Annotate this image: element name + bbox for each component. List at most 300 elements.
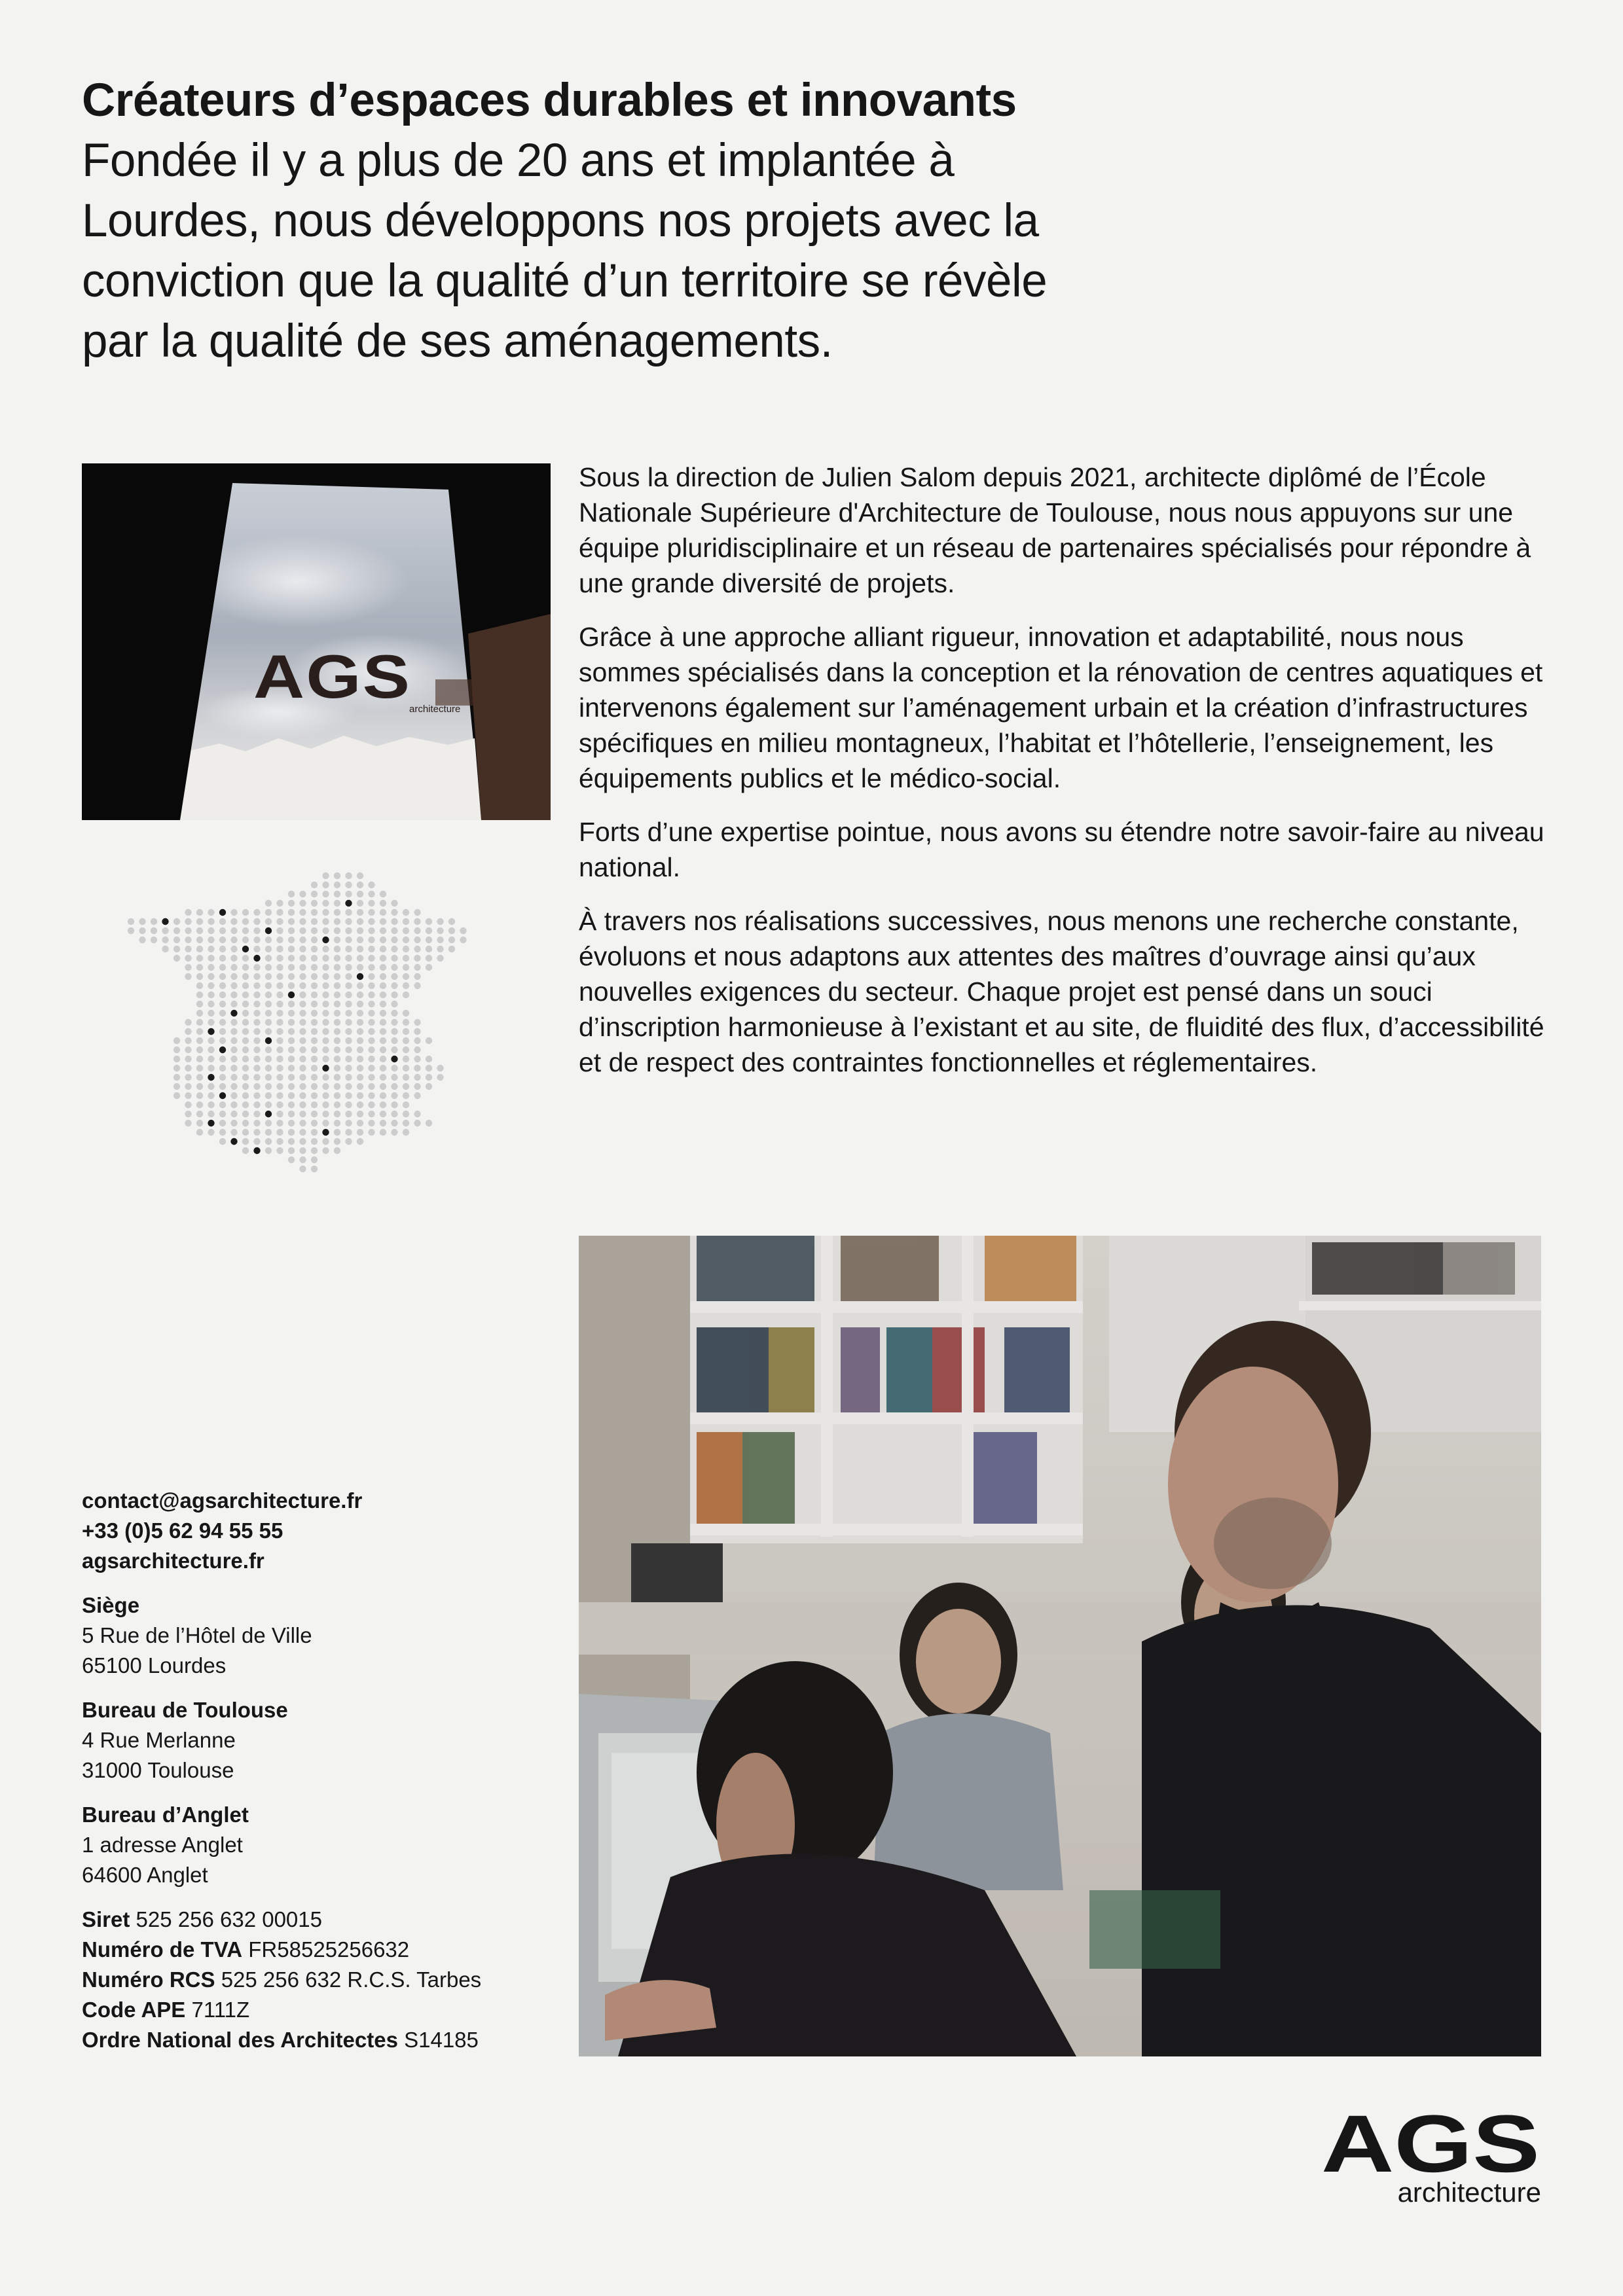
map-dot xyxy=(380,927,386,934)
contact-email[interactable]: contact@agsarchitecture.fr xyxy=(82,1488,363,1513)
map-dot xyxy=(253,1019,260,1026)
map-dot xyxy=(219,973,226,980)
map-dot xyxy=(414,1092,420,1099)
map-dot xyxy=(196,964,203,971)
map-dot xyxy=(414,1047,420,1053)
map-dot xyxy=(357,1120,363,1126)
project-marker-dot xyxy=(208,1074,214,1081)
map-dot xyxy=(322,872,329,879)
map-dot xyxy=(265,1010,272,1016)
map-dot xyxy=(288,946,295,952)
office-city: 64600 Anglet xyxy=(82,1863,208,1887)
legal-value: 525 256 632 R.C.S. Tarbes xyxy=(221,1967,482,1992)
map-dot xyxy=(322,918,329,925)
map-dot xyxy=(299,1028,306,1035)
map-dot xyxy=(253,1120,260,1126)
map-dot xyxy=(311,1111,318,1117)
map-dot xyxy=(162,937,168,943)
map-dot xyxy=(299,982,306,989)
map-dot xyxy=(334,946,340,952)
map-dot xyxy=(380,900,386,906)
map-dot xyxy=(322,1120,329,1126)
map-dot xyxy=(299,1111,306,1117)
map-dot xyxy=(368,1065,374,1071)
map-dot xyxy=(265,1083,272,1090)
map-dot xyxy=(437,1074,443,1081)
map-dot xyxy=(460,937,466,943)
map-dot xyxy=(368,1083,374,1090)
map-dot xyxy=(299,964,306,971)
map-dot xyxy=(426,1065,432,1071)
project-marker-dot xyxy=(345,900,352,906)
map-dot xyxy=(311,964,318,971)
map-dot xyxy=(345,909,352,916)
map-dot xyxy=(380,1028,386,1035)
map-dot xyxy=(403,1092,409,1099)
paragraph: Sous la direction de Julien Salom depuis 2021, architecte diplômé de l’École Nationale Supérieure d'Architecture de Toulouse, nous nous appuyons sur une équipe pluridisciplinaire et un réseau de partenaires spécialisés pour répondre à une grande diversité de projets. xyxy=(579,462,1531,598)
map-dot xyxy=(173,937,180,943)
map-dot xyxy=(426,1120,432,1126)
map-dot xyxy=(230,992,237,998)
map-dot xyxy=(311,1010,318,1016)
map-dot xyxy=(391,1010,397,1016)
office-city: 31000 Toulouse xyxy=(82,1758,234,1782)
map-dot xyxy=(242,927,249,934)
map-dot xyxy=(208,955,214,961)
map-dot xyxy=(380,1065,386,1071)
map-dot xyxy=(345,992,352,998)
map-dot xyxy=(299,1019,306,1026)
map-dot xyxy=(276,1129,283,1136)
map-dot xyxy=(357,964,363,971)
map-dot xyxy=(380,937,386,943)
map-dot xyxy=(276,1092,283,1099)
map-dot xyxy=(448,946,455,952)
map-dot xyxy=(334,1138,340,1145)
contact-phone[interactable]: +33 (0)5 62 94 55 55 xyxy=(82,1518,283,1543)
map-dot xyxy=(230,1120,237,1126)
map-dot xyxy=(288,973,295,980)
map-dot xyxy=(322,1001,329,1007)
map-dot xyxy=(299,927,306,934)
map-dot xyxy=(173,946,180,952)
map-dot xyxy=(334,1129,340,1136)
map-dot xyxy=(253,918,260,925)
map-dot xyxy=(334,992,340,998)
map-dot xyxy=(173,918,180,925)
map-dot xyxy=(276,982,283,989)
map-dot xyxy=(265,918,272,925)
map-dot xyxy=(208,909,214,916)
map-dot xyxy=(185,955,191,961)
map-dot xyxy=(368,1111,374,1117)
map-dot xyxy=(242,1019,249,1026)
map-dot xyxy=(253,1102,260,1108)
map-dot xyxy=(403,955,409,961)
map-dot xyxy=(345,1001,352,1007)
map-dot xyxy=(334,1147,340,1154)
map-dot xyxy=(196,927,203,934)
project-marker-dot xyxy=(253,1147,260,1154)
contact-website[interactable]: agsarchitecture.fr xyxy=(82,1549,264,1573)
map-dot xyxy=(219,1056,226,1062)
map-dot xyxy=(230,1129,237,1136)
map-dot xyxy=(276,1111,283,1117)
office-headquarters xyxy=(82,1590,579,1681)
map-dot xyxy=(437,937,443,943)
map-dot xyxy=(368,955,374,961)
map-dot xyxy=(139,937,145,943)
map-dot xyxy=(334,909,340,916)
map-dot xyxy=(288,1047,295,1053)
map-dot xyxy=(276,1037,283,1044)
map-dot xyxy=(345,1074,352,1081)
map-dot xyxy=(368,882,374,888)
map-dot xyxy=(414,937,420,943)
map-dot xyxy=(208,964,214,971)
map-dot xyxy=(288,1037,295,1044)
map-dot xyxy=(380,946,386,952)
map-dot xyxy=(139,918,145,925)
map-dot xyxy=(345,1028,352,1035)
project-marker-dot xyxy=(253,955,260,961)
map-dot xyxy=(208,1083,214,1090)
map-dot xyxy=(230,1056,237,1062)
map-dot xyxy=(322,1047,329,1053)
map-dot xyxy=(208,992,214,998)
map-dot xyxy=(299,918,306,925)
map-dot xyxy=(185,1037,191,1044)
map-dot xyxy=(414,1111,420,1117)
map-dot xyxy=(403,992,409,998)
map-dot xyxy=(311,909,318,916)
map-dot xyxy=(380,1047,386,1053)
map-dot xyxy=(139,927,145,934)
map-dot xyxy=(345,1092,352,1099)
map-dot xyxy=(185,1120,191,1126)
map-dot xyxy=(288,955,295,961)
map-dot xyxy=(345,1047,352,1053)
map-dot xyxy=(322,982,329,989)
map-dot xyxy=(345,1111,352,1117)
map-dot xyxy=(391,909,397,916)
map-dot xyxy=(448,918,455,925)
map-dot xyxy=(345,1129,352,1136)
map-dot xyxy=(414,1074,420,1081)
map-dot xyxy=(253,946,260,952)
map-dot xyxy=(311,927,318,934)
map-dot xyxy=(242,964,249,971)
legal-label: Ordre National des Architectes xyxy=(82,2028,398,2052)
map-dot xyxy=(299,937,306,943)
map-dot xyxy=(380,1019,386,1026)
map-dot xyxy=(322,946,329,952)
map-dot xyxy=(230,1083,237,1090)
map-dot xyxy=(334,1056,340,1062)
map-dot xyxy=(253,909,260,916)
map-dot xyxy=(265,909,272,916)
map-dot xyxy=(426,1074,432,1081)
map-dot xyxy=(311,1147,318,1154)
map-dot xyxy=(219,1138,226,1145)
map-dot xyxy=(128,918,134,925)
map-dot xyxy=(299,909,306,916)
map-dot xyxy=(391,1102,397,1108)
map-dot xyxy=(334,872,340,879)
map-dot xyxy=(219,1083,226,1090)
headline-line: Fondée il y a plus de 20 ans et implantée à xyxy=(82,135,955,187)
map-dot xyxy=(403,1019,409,1026)
map-dot xyxy=(185,1056,191,1062)
map-dot xyxy=(208,1010,214,1016)
map-dot xyxy=(242,973,249,980)
map-dot xyxy=(162,927,168,934)
map-dot xyxy=(357,955,363,961)
map-dot xyxy=(265,973,272,980)
map-dot xyxy=(219,1019,226,1026)
map-dot xyxy=(208,1037,214,1044)
map-dot xyxy=(219,1074,226,1081)
map-dot xyxy=(414,1120,420,1126)
map-dot xyxy=(219,1028,226,1035)
map-dot xyxy=(357,1138,363,1145)
map-dot xyxy=(196,946,203,952)
map-dot xyxy=(368,1047,374,1053)
map-dot xyxy=(299,1120,306,1126)
map-dot xyxy=(368,973,374,980)
map-dot xyxy=(380,1129,386,1136)
map-dot xyxy=(242,1120,249,1126)
map-dot xyxy=(299,1010,306,1016)
map-dot xyxy=(265,1074,272,1081)
map-dot xyxy=(403,937,409,943)
map-dot xyxy=(253,973,260,980)
map-dot xyxy=(311,1129,318,1136)
map-dot xyxy=(426,964,432,971)
map-dot xyxy=(391,1120,397,1126)
map-dot xyxy=(357,1092,363,1099)
project-marker-dot xyxy=(265,1111,272,1117)
map-dot xyxy=(448,937,455,943)
map-dot xyxy=(253,1129,260,1136)
map-dot xyxy=(311,900,318,906)
map-dot xyxy=(196,1102,203,1108)
map-dot xyxy=(208,1065,214,1071)
map-dot xyxy=(265,1028,272,1035)
office-name: Bureau de Toulouse xyxy=(82,1698,288,1722)
map-dot xyxy=(403,1010,409,1016)
map-dot xyxy=(288,1120,295,1126)
map-dot xyxy=(230,973,237,980)
legal-info xyxy=(82,1905,579,2055)
map-dot xyxy=(299,955,306,961)
map-dot xyxy=(357,1102,363,1108)
map-dot xyxy=(185,973,191,980)
map-dot xyxy=(288,1074,295,1081)
map-dot xyxy=(299,1092,306,1099)
map-dot xyxy=(276,1083,283,1090)
map-dot xyxy=(185,946,191,952)
map-dot xyxy=(276,1047,283,1053)
map-dot xyxy=(368,1056,374,1062)
map-dot xyxy=(299,900,306,906)
map-dot xyxy=(196,1028,203,1035)
map-dot xyxy=(357,1010,363,1016)
map-dot xyxy=(230,1111,237,1117)
map-dot xyxy=(276,1056,283,1062)
map-dot xyxy=(380,992,386,998)
map-dot xyxy=(311,1102,318,1108)
map-dot xyxy=(253,982,260,989)
map-dot xyxy=(253,1065,260,1071)
legal-label: Code APE xyxy=(82,1998,186,2022)
map-dot xyxy=(196,937,203,943)
map-dot xyxy=(322,1037,329,1044)
map-dot xyxy=(208,982,214,989)
map-dot xyxy=(185,964,191,971)
legal-tva xyxy=(82,1935,579,1965)
map-dot xyxy=(288,1157,295,1163)
map-dot xyxy=(391,982,397,989)
map-dot xyxy=(357,909,363,916)
map-dot xyxy=(380,982,386,989)
map-dot xyxy=(219,937,226,943)
map-dot xyxy=(334,891,340,897)
map-dot xyxy=(414,1028,420,1035)
map-dot xyxy=(196,1019,203,1026)
map-dot xyxy=(368,992,374,998)
map-dot xyxy=(322,1102,329,1108)
map-dot xyxy=(334,1092,340,1099)
map-dot xyxy=(403,1037,409,1044)
map-dot xyxy=(162,946,168,952)
map-dot xyxy=(196,1010,203,1016)
map-dot xyxy=(357,992,363,998)
map-dot xyxy=(185,1065,191,1071)
map-dot xyxy=(219,1037,226,1044)
map-dot xyxy=(253,1056,260,1062)
map-dot xyxy=(288,1083,295,1090)
map-dot xyxy=(185,918,191,925)
map-dot xyxy=(276,955,283,961)
project-marker-dot xyxy=(288,992,295,998)
map-dot xyxy=(299,1065,306,1071)
project-marker-dot xyxy=(357,973,363,980)
map-dot xyxy=(265,1138,272,1145)
map-dot xyxy=(414,1056,420,1062)
map-dot xyxy=(196,992,203,998)
map-dot xyxy=(253,1074,260,1081)
map-dot xyxy=(391,927,397,934)
map-dot xyxy=(334,1010,340,1016)
map-dot xyxy=(380,964,386,971)
map-dot xyxy=(276,1010,283,1016)
map-dot xyxy=(288,1138,295,1145)
map-dot xyxy=(311,955,318,961)
map-dot xyxy=(426,1083,432,1090)
map-dot xyxy=(276,1019,283,1026)
project-marker-dot xyxy=(219,1047,226,1053)
map-dot xyxy=(230,955,237,961)
map-dot xyxy=(265,1065,272,1071)
map-dot xyxy=(403,1083,409,1090)
map-dot xyxy=(357,1111,363,1117)
map-dot xyxy=(196,1120,203,1126)
map-dot xyxy=(265,1001,272,1007)
project-marker-dot xyxy=(242,946,249,952)
map-dot xyxy=(230,982,237,989)
map-dot xyxy=(299,1083,306,1090)
map-dot xyxy=(230,1028,237,1035)
legal-value: 7111Z xyxy=(191,1998,250,2022)
map-dot xyxy=(242,1138,249,1145)
map-dot xyxy=(414,1019,420,1026)
map-dot xyxy=(230,937,237,943)
map-dot xyxy=(322,964,329,971)
map-dot xyxy=(208,918,214,925)
map-dot xyxy=(322,1056,329,1062)
sign-logo-text: AGS xyxy=(253,642,412,711)
map-dot xyxy=(311,882,318,888)
map-dot xyxy=(380,1102,386,1108)
map-dot xyxy=(391,1083,397,1090)
map-dot xyxy=(345,1037,352,1044)
map-dot xyxy=(208,1102,214,1108)
map-dot xyxy=(403,973,409,980)
map-dot xyxy=(334,882,340,888)
map-dot xyxy=(368,1001,374,1007)
map-dot xyxy=(185,927,191,934)
map-dot xyxy=(196,1037,203,1044)
france-dot-map xyxy=(124,870,491,1178)
map-dot xyxy=(403,1028,409,1035)
map-dot xyxy=(242,937,249,943)
map-dot xyxy=(322,891,329,897)
map-dot xyxy=(196,973,203,980)
map-dot xyxy=(391,946,397,952)
map-dot xyxy=(208,1001,214,1007)
map-dot xyxy=(403,1129,409,1136)
map-dot xyxy=(391,900,397,906)
map-dot xyxy=(299,973,306,980)
map-dot xyxy=(311,1037,318,1044)
map-dot xyxy=(391,1065,397,1071)
map-dot xyxy=(299,891,306,897)
map-dot xyxy=(288,891,295,897)
map-dot xyxy=(357,900,363,906)
paragraph: Forts d’une expertise pointue, nous avons su étendre notre savoir-faire au niveau national. xyxy=(579,817,1544,882)
map-dot xyxy=(219,918,226,925)
legal-value: FR58525256632 xyxy=(248,1937,410,1962)
map-dot xyxy=(357,927,363,934)
map-dot xyxy=(196,955,203,961)
project-marker-dot xyxy=(265,927,272,934)
map-dot xyxy=(345,1010,352,1016)
map-dot xyxy=(391,955,397,961)
map-dot xyxy=(426,918,432,925)
intro-text xyxy=(579,459,1548,1098)
map-dot xyxy=(426,937,432,943)
map-dot xyxy=(414,1037,420,1044)
map-dot xyxy=(414,946,420,952)
map-dot xyxy=(357,1129,363,1136)
map-dot xyxy=(345,964,352,971)
map-dot xyxy=(322,1147,329,1154)
map-dot xyxy=(311,1083,318,1090)
map-dot xyxy=(288,1010,295,1016)
map-dot xyxy=(196,1065,203,1071)
map-dot xyxy=(219,992,226,998)
